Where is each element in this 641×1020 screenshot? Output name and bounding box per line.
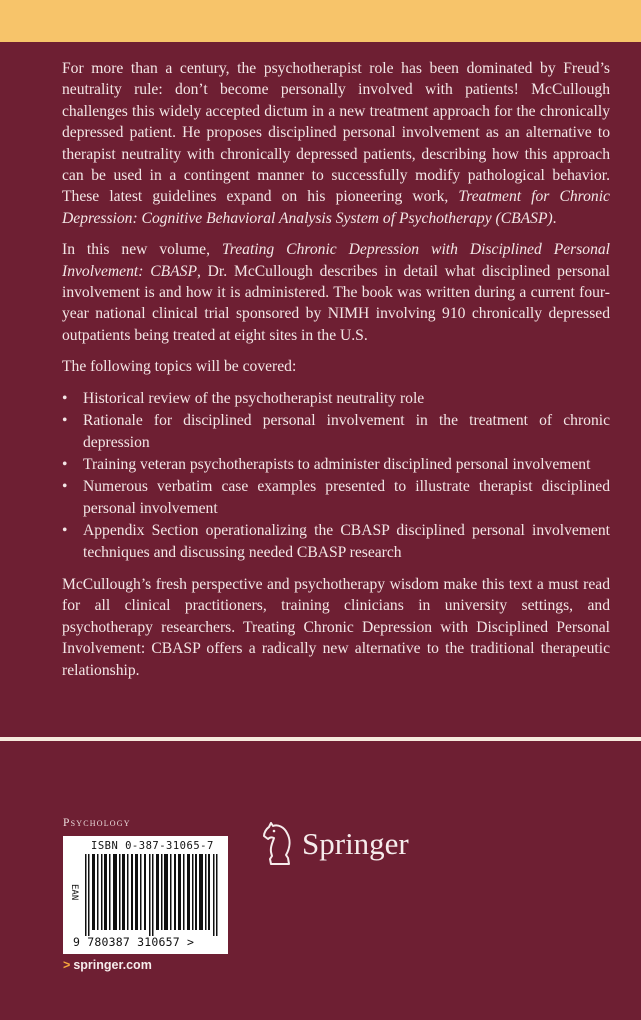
- bullet-icon: •: [62, 389, 68, 407]
- website-label: springer.com: [73, 958, 152, 972]
- topics-list: [62, 388, 610, 563]
- isbn-label: ISBN 0-387-31065-7: [91, 840, 214, 852]
- bullet-icon: •: [62, 522, 68, 540]
- list-item: • Training veteran psychotherapists to administer disciplined personal involvement: [62, 454, 610, 475]
- book-title: Treating Chronic Depression with Disciplined Personal Involvement: CBASP: [62, 241, 610, 280]
- blurb-paragraph-1: For more than a century, the psychotherapist role has been dominated by Freud’s neutrality rule: don’t become personally involved with patients! McCullough challenges this widely accepted dictum in a new treatment approach for the chronically depressed patient. He proposes disciplined personal involvement as an alternative to therapist neutrality with chronically depressed patients, describing how this approach can be used in a contingent manner to successfully modify pathological behavior. These latest guidelines expand on his pioneering work, Treatment for Chronic Depression: Cognitive Behavioral Analysis System of Psychotherapy (CBASP).: [62, 60, 610, 227]
- cited-book-title: Treatment for Chronic Depression: Cognitive Behavioral Analysis System of Psychotherapy (CBASP): [62, 188, 610, 227]
- bullet-icon: •: [62, 478, 68, 496]
- list-item: • Historical review of the psychotherapist neutrality role: [62, 388, 610, 409]
- knight-chess-piece-icon: [262, 822, 296, 866]
- arrow-icon: >: [63, 958, 71, 972]
- barcode-icon: [83, 854, 221, 936]
- springer-logo: [262, 822, 409, 866]
- top-color-band: [0, 0, 641, 42]
- publisher-website-link[interactable]: [63, 958, 152, 972]
- section-divider: [0, 737, 641, 741]
- back-cover-blurb: [62, 58, 610, 691]
- ean-digits: 9 780387 310657 >: [73, 935, 195, 949]
- blurb-paragraph-2: In this new volume, Treating Chronic Depression with Disciplined Personal Involvement: CBASP, Dr. McCullough describes in detail what disciplined personal involvement is and how it is administered. The book was written during a current four-year national clinical trial sponsored by NIMH involving 910 chronically depressed outpatients being treated at eight sites in the U.S.: [62, 241, 610, 344]
- subject-category: Psychology: [63, 817, 131, 829]
- bullet-icon: •: [62, 412, 68, 430]
- list-item: • Numerous verbatim case examples presented to illustrate therapist disciplined personal involvement: [62, 478, 610, 517]
- list-item: • Rationale for disciplined personal involvement in the treatment of chronic depression: [62, 412, 610, 451]
- blurb-paragraph-4: McCullough’s fresh perspective and psychotherapy wisdom make this text a must read for all clinical practitioners, training clinicians in university settings, and psychotherapy researchers. Treating Chronic Depression with Disciplined Personal Involvement: CBASP offers a radically new alternative to the traditional therapeutic relationship.: [62, 575, 610, 679]
- publisher-name: Springer: [302, 826, 409, 861]
- bullet-icon: •: [62, 455, 68, 473]
- ean-label: EAN: [69, 884, 79, 901]
- topics-intro: The following topics will be covered:: [62, 358, 297, 376]
- isbn-barcode: [63, 836, 228, 954]
- list-item: • Appendix Section operationalizing the CBASP disciplined personal involvement techniques and discussing needed CBASP research: [62, 522, 610, 561]
